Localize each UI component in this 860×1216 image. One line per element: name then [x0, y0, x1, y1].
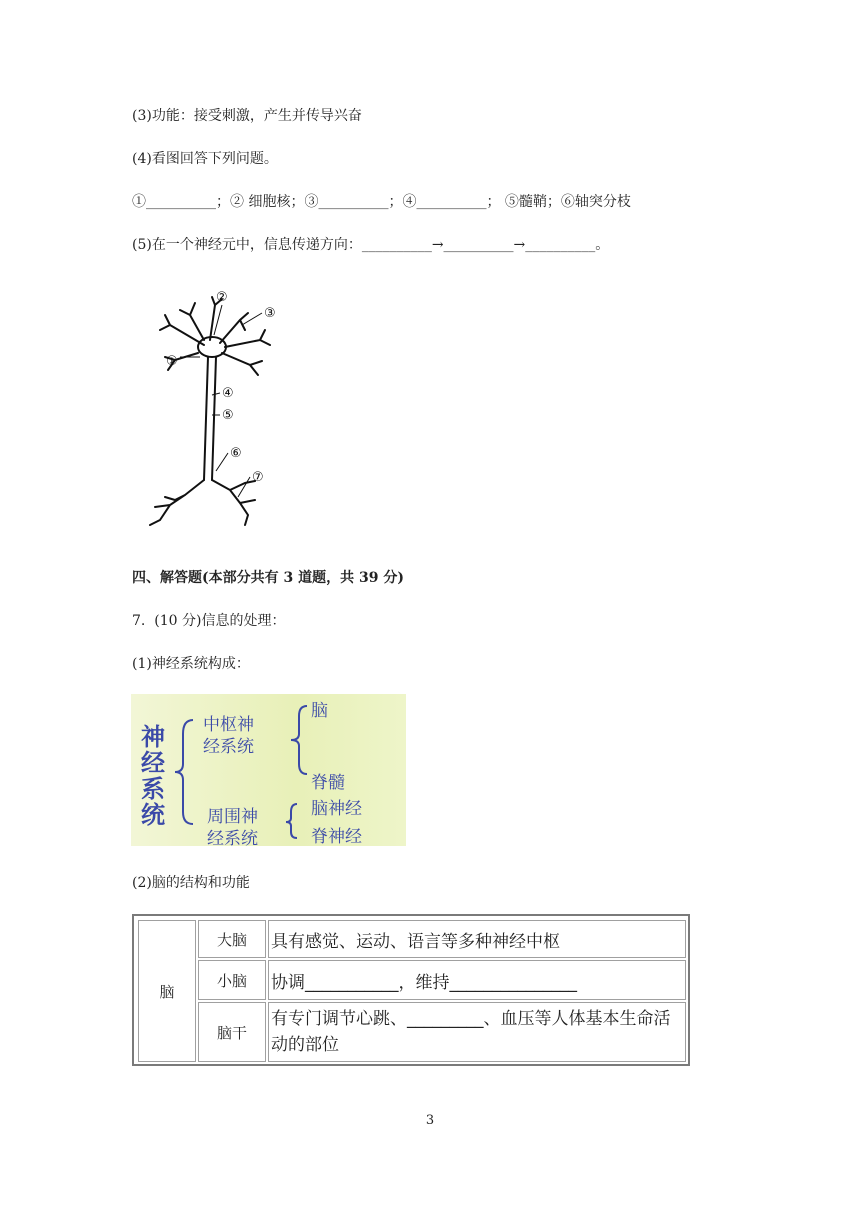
part-label: 大脑 [216, 930, 247, 949]
braces [131, 694, 406, 846]
desc-cell-brainstem [268, 1002, 686, 1062]
spinal-nerve-item: 脊神经 [311, 827, 362, 847]
organ-label: 脑 [159, 982, 175, 1001]
axon-terminals [150, 480, 255, 525]
sub-question-1: (1)神经系统构成： [132, 656, 250, 672]
brain-item: 脑 [311, 701, 328, 721]
function-line: (3)功能：接受刺激，产生并传导兴奋 [132, 108, 362, 124]
label-1: ① [166, 354, 178, 369]
nervous-system-chart [131, 694, 406, 849]
question-7: 7. (10 分)信息的处理： [132, 613, 286, 629]
label-4: ④ [222, 386, 234, 401]
organ-cell [138, 920, 196, 1062]
label-5: ⑤ [222, 408, 234, 423]
root-char-3: 系 [141, 775, 165, 803]
label-6: ⑥ [230, 446, 242, 461]
part-cell-brainstem [198, 1002, 266, 1062]
root-char-1: 神 [141, 723, 165, 751]
desc-text: 有专门调节心跳、_________、血压等人体基本生命活动的部位 [271, 1009, 671, 1055]
desc-text: 具有感觉、运动、语言等多种神经中枢 [271, 931, 560, 952]
direction-line: (5)在一个神经元中，信息传递方向：__________→__________→__________。 [132, 237, 610, 253]
desc-cell-cerebrum [268, 920, 686, 958]
root-char-4: 统 [141, 801, 165, 829]
question-4-line: (4)看图回答下列问题。 [132, 151, 278, 167]
label-7: ⑦ [252, 470, 264, 485]
page-number: 3 [425, 1113, 435, 1128]
desc-text: 协调___________，维持_______________ [271, 972, 577, 993]
central-label-2: 经系统 [203, 737, 254, 757]
peripheral-label-1: 周围神 [207, 807, 258, 827]
neuron-diagram [130, 285, 290, 535]
cell-body [198, 337, 226, 357]
root-char-2: 经 [141, 749, 165, 777]
part-label: 小脑 [216, 971, 247, 990]
central-label-1: 中枢神 [203, 715, 254, 735]
sub-question-2: (2)脑的结构和功能 [132, 875, 250, 891]
part-cell-cerebellum [198, 960, 266, 1000]
part-label: 脑干 [216, 1023, 247, 1042]
peripheral-label-2: 经系统 [207, 829, 258, 849]
label-2: ② [216, 290, 228, 305]
blanks-line: ①__________；② 细胞核；③__________；④__________； ⑤髓鞘；⑥轴突分枝 [132, 194, 631, 210]
cranial-nerve-item: 脑神经 [311, 799, 362, 819]
spinal-cord-item: 脊髓 [311, 773, 345, 793]
brain-table [132, 914, 690, 1066]
section-title: 四、解答题(本部分共有 3 道题，共 39 分) [132, 570, 404, 586]
label-3: ③ [264, 306, 276, 321]
desc-cell-cerebellum [268, 960, 686, 1000]
part-cell-cerebrum [198, 920, 266, 958]
axon [204, 357, 216, 480]
